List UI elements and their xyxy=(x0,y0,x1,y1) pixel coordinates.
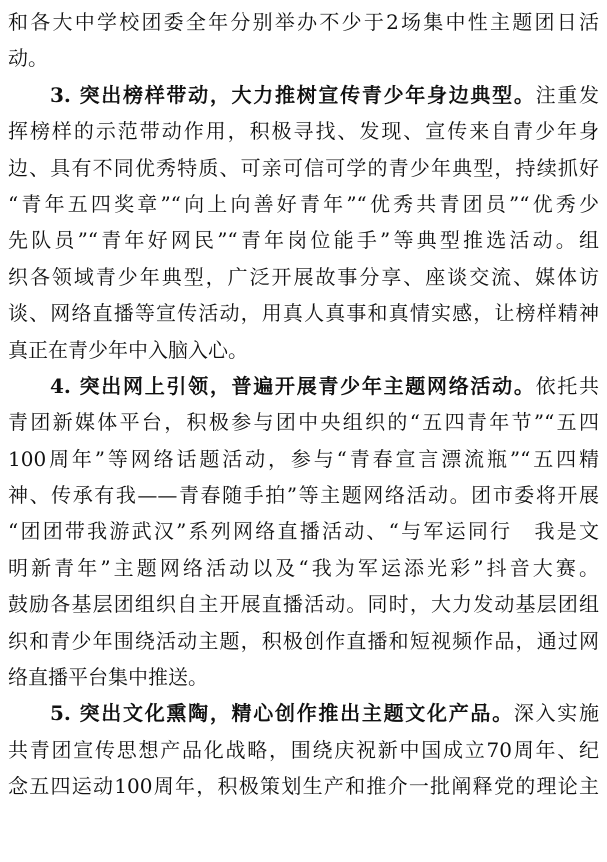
section-heading-3: 3. 突出榜样带动，大力推树宣传青少年身边典型。 xyxy=(50,82,536,107)
section-heading-4: 4. 突出网上引领，普遍开展青少年主题网络活动。 xyxy=(50,373,536,398)
text-line: 动。 xyxy=(8,46,48,71)
text-line: 100周年”等网络话题活动，参与“青春宣言漂流瓶”“五四精 xyxy=(8,446,599,471)
section-heading-line: 4. 突出网上引领，普遍开展青少年主题网络活动。依托共 xyxy=(50,373,599,398)
text-line: 共青团宣传思想产品化战略，围绕庆祝新中国成立70周年、纪 xyxy=(8,737,599,762)
section-heading-5: 5. 突出文化熏陶，精心创作推出主题文化产品。 xyxy=(50,701,514,726)
section-heading-line: 5. 突出文化熏陶，精心创作推出主题文化产品。深入实施 xyxy=(50,701,599,726)
text-line: 鼓励各基层团组织自主开展直播活动。同时，大力发动基层团组 xyxy=(8,592,599,617)
text-line: 青团新媒体平台，积极参与团中央组织的“五四青年节”“五四 xyxy=(8,410,599,435)
section-heading-line: 3. 突出榜样带动，大力推树宣传青少年身边典型。注重发 xyxy=(50,82,599,107)
text-line: 挥榜样的示范带动作用，积极寻找、发现、宣传来自青少年身 xyxy=(8,119,599,144)
text-line: 真正在青少年中入脑入心。 xyxy=(8,337,248,362)
text-line: 神、传承有我——青春随手拍”等主题网络活动。团市委将开展 xyxy=(8,483,599,508)
text-line: “团团带我游武汉”系列网络直播活动、“与军运同行 我是文 xyxy=(8,519,599,544)
text-line: 和各大中学校团委全年分别举办不少于2场集中性主题团日活 xyxy=(8,10,599,34)
text-line: 络直播平台集中推送。 xyxy=(8,665,208,690)
text-line: 织各领域青少年典型，广泛开展故事分享、座谈交流、媒体访 xyxy=(8,264,599,289)
text-line: 明新青年”主题网络活动以及“我为军运添光彩”抖音大赛。 xyxy=(8,555,599,580)
text-line: 边、具有不同优秀特质、可亲可信可学的青少年典型，持续抓好 xyxy=(8,155,599,180)
text-line: 谈、网络直播等宣传活动，用真人真事和真情实感，让榜样精神 xyxy=(8,301,599,326)
text-line: 织和青少年围绕活动主题，积极创作直播和短视频作品，通过网 xyxy=(8,628,599,653)
text-line: 先队员”“青年好网民”“青年岗位能手”等典型推选活动。组 xyxy=(8,228,599,253)
text-line: “青年五四奖章”“向上向善好青年”“优秀共青团员”“优秀少 xyxy=(8,191,599,216)
text-line: 念五四运动100周年，积极策划生产和推介一批阐释党的理论主 xyxy=(8,774,599,799)
